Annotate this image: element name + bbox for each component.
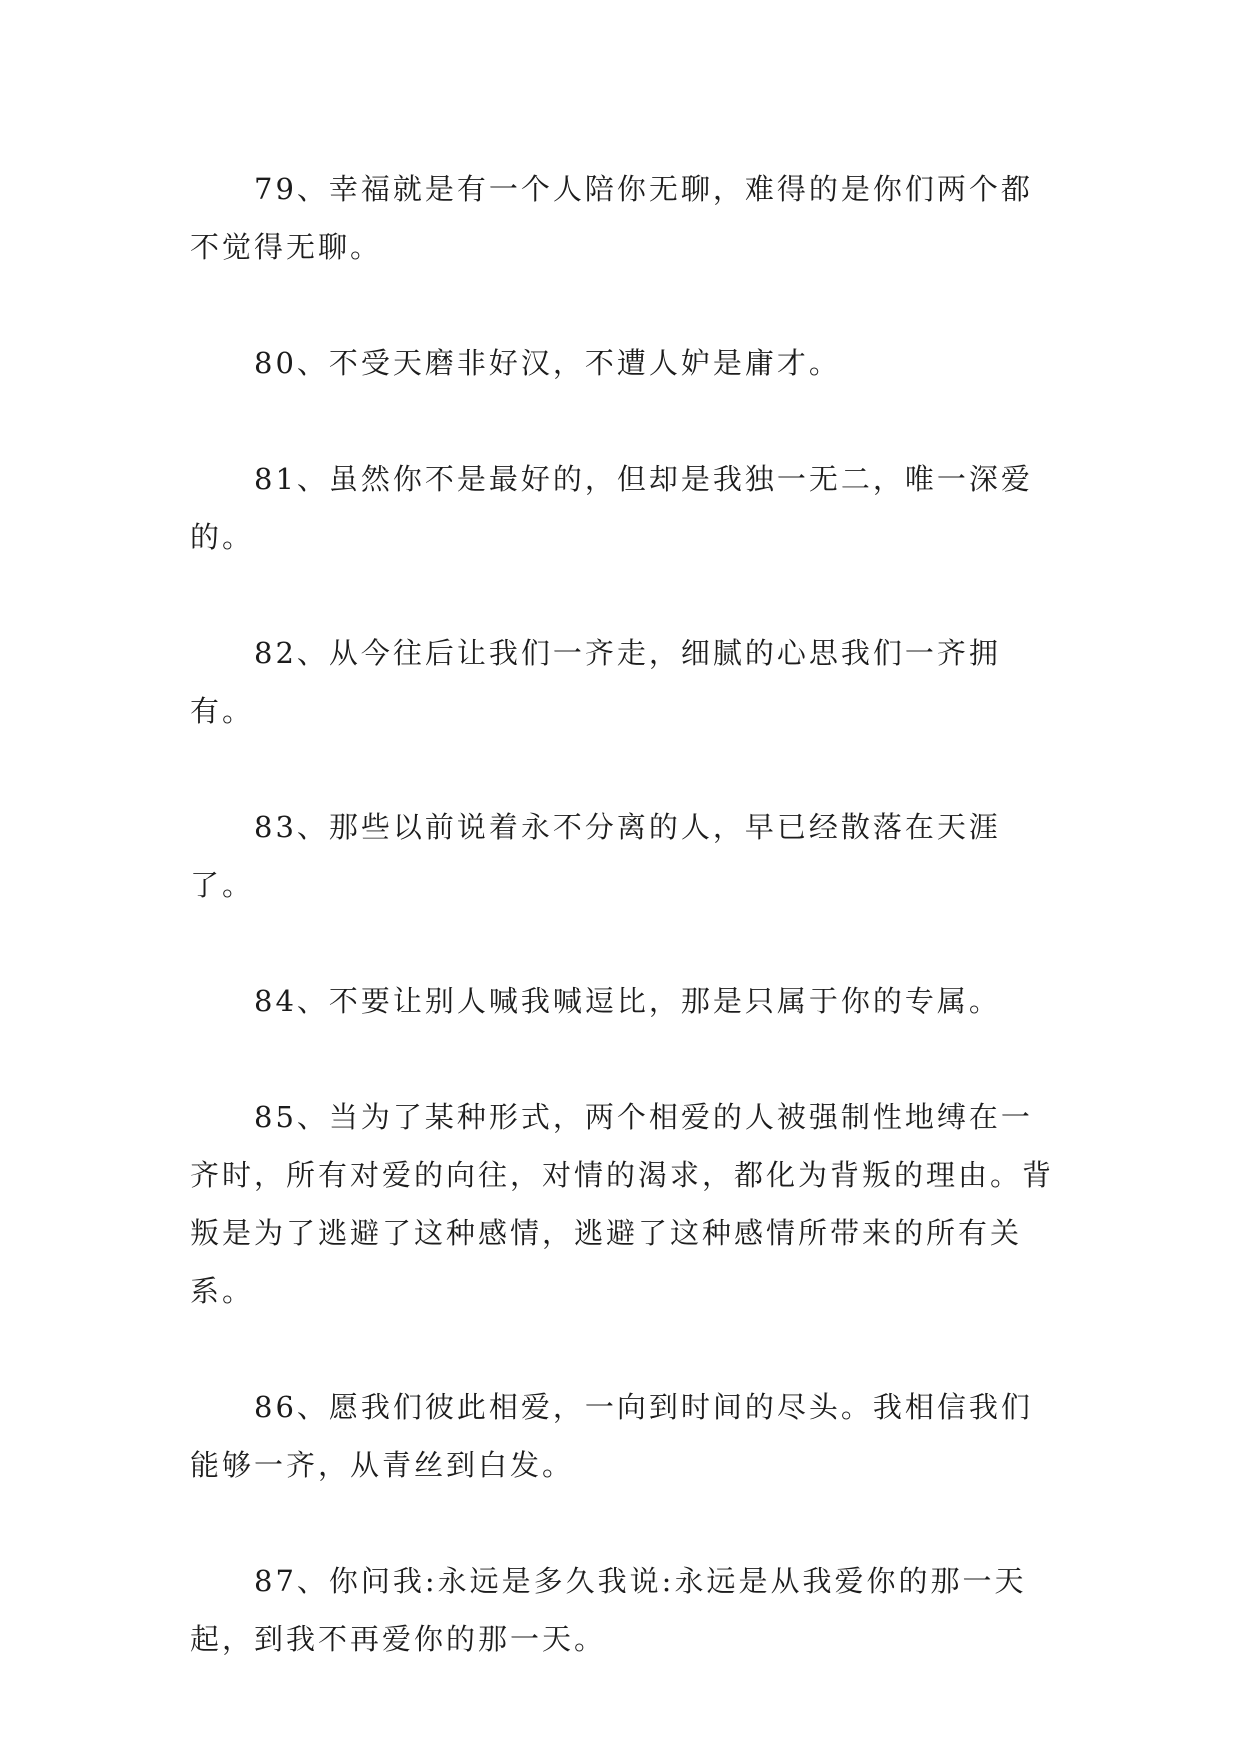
paragraph-87: 87、你问我:永远是多久我说:永远是从我爱你的那一天起，到我不再爱你的那一天。 [190,1564,1027,1656]
paragraph-83: 83、那些以前说着永不分离的人，早已经散落在天涯了。 [190,810,1001,902]
paragraph-79: 79、幸福就是有一个人陪你无聊，难得的是你们两个都不觉得无聊。 [190,172,1033,264]
paragraph-85: 85、当为了某种形式，两个相爱的人被强制性地缚在一齐时，所有对爱的向往，对情的渴求，都化为背叛的理由。背叛是为了逃避了这种感情，逃避了这种感情所带来的所有关系。 [190,1100,1055,1308]
paragraph-80: 80、不受天磨非好汉，不遭人妒是庸才。 [254,346,841,380]
paragraph-82: 82、从今往后让我们一齐走，细腻的心思我们一齐拥有。 [190,636,1001,728]
paragraph-84: 84、不要让别人喊我喊逗比，那是只属于你的专属。 [254,984,1001,1018]
paragraph-81: 81、虽然你不是最好的，但却是我独一无二，唯一深爱的。 [190,462,1033,554]
document-body [190,160,1064,1726]
paragraph-86: 86、愿我们彼此相爱，一向到时间的尽头。我相信我们能够一齐，从青丝到白发。 [190,1390,1033,1482]
